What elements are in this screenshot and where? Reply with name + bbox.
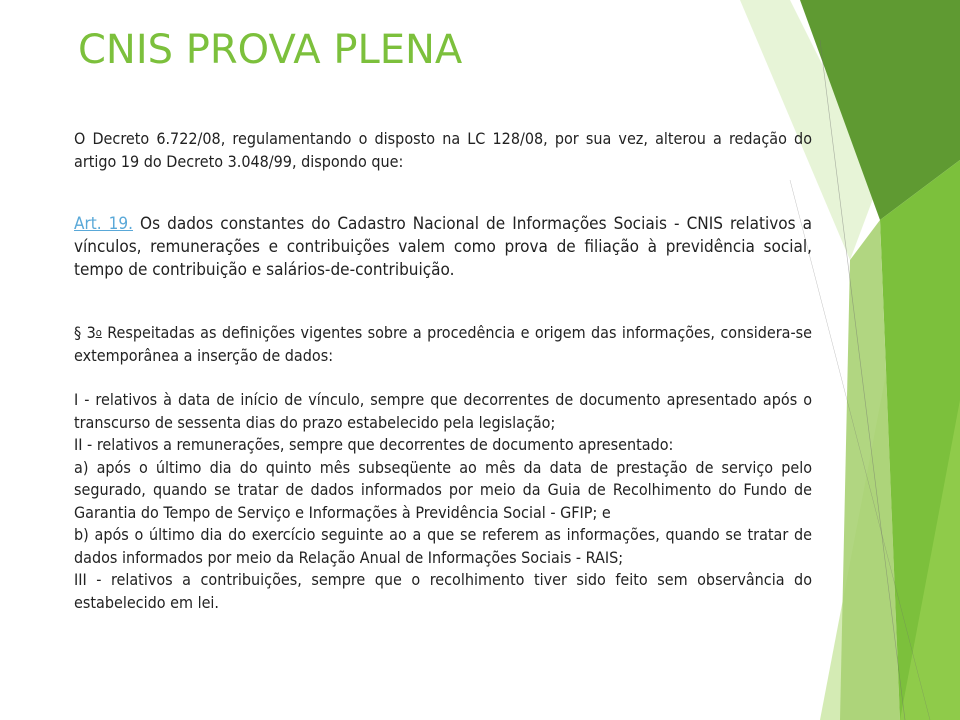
article-19-link[interactable]: Art. 19. — [74, 214, 133, 234]
slide-title: CNIS PROVA PLENA — [78, 27, 463, 73]
paragraph-symbol: § 3 — [74, 323, 96, 342]
intro-paragraph: O Decreto 6.722/08, regulamentando o disposto na LC 128/08, por sua vez, alterou a redação do artigo 19 do Decreto 3.048/99, dispondo que: — [74, 129, 812, 171]
paragraph-3-text: Respeitadas as definições vigentes sobre a procedência e origem das informações, considera-se extemporânea a inserção de dados: — [74, 323, 813, 365]
ordinal-indicator: o — [95, 326, 102, 339]
list-item: b) após o último dia do exercício seguinte ao a que se referem as informações, quando se tratar de dados informados por meio da Relação Anual de Informações Sociais - RAIS; — [74, 525, 812, 567]
list-item: II - relativos a remunerações, sempre que decorrentes de documento apresentado: — [74, 435, 674, 454]
list-item: a) após o último dia do quinto mês subseqüente ao mês da data de prestação de serviço pelo segurado, quando se tratar de dados informados por meio da Guia de Recolhimento do Fundo de Garantia do Tempo de Serviço e Informações à Previdência Social - GFIP; e — [74, 457, 812, 522]
list-item: III - relativos a contribuições, sempre que o recolhimento tiver sido feito sem observância do estabelecido em lei. — [74, 570, 812, 612]
paragraph-3 — [74, 322, 812, 367]
article-19-text: Os dados constantes do Cadastro Nacional de Informações Sociais - CNIS relativos a vínculos, remunerações e contribuições valem como prova de filiação à previdência social, tempo de contribuição e salários-de-contribuição. — [74, 214, 812, 280]
list-item: I - relativos à data de início de vínculo, sempre que decorrentes de documento apresentado após o transcurso de sessenta dias do prazo estabelecido pela legislação; — [74, 390, 812, 432]
slide-body — [74, 128, 812, 614]
article-19-paragraph — [74, 213, 812, 282]
